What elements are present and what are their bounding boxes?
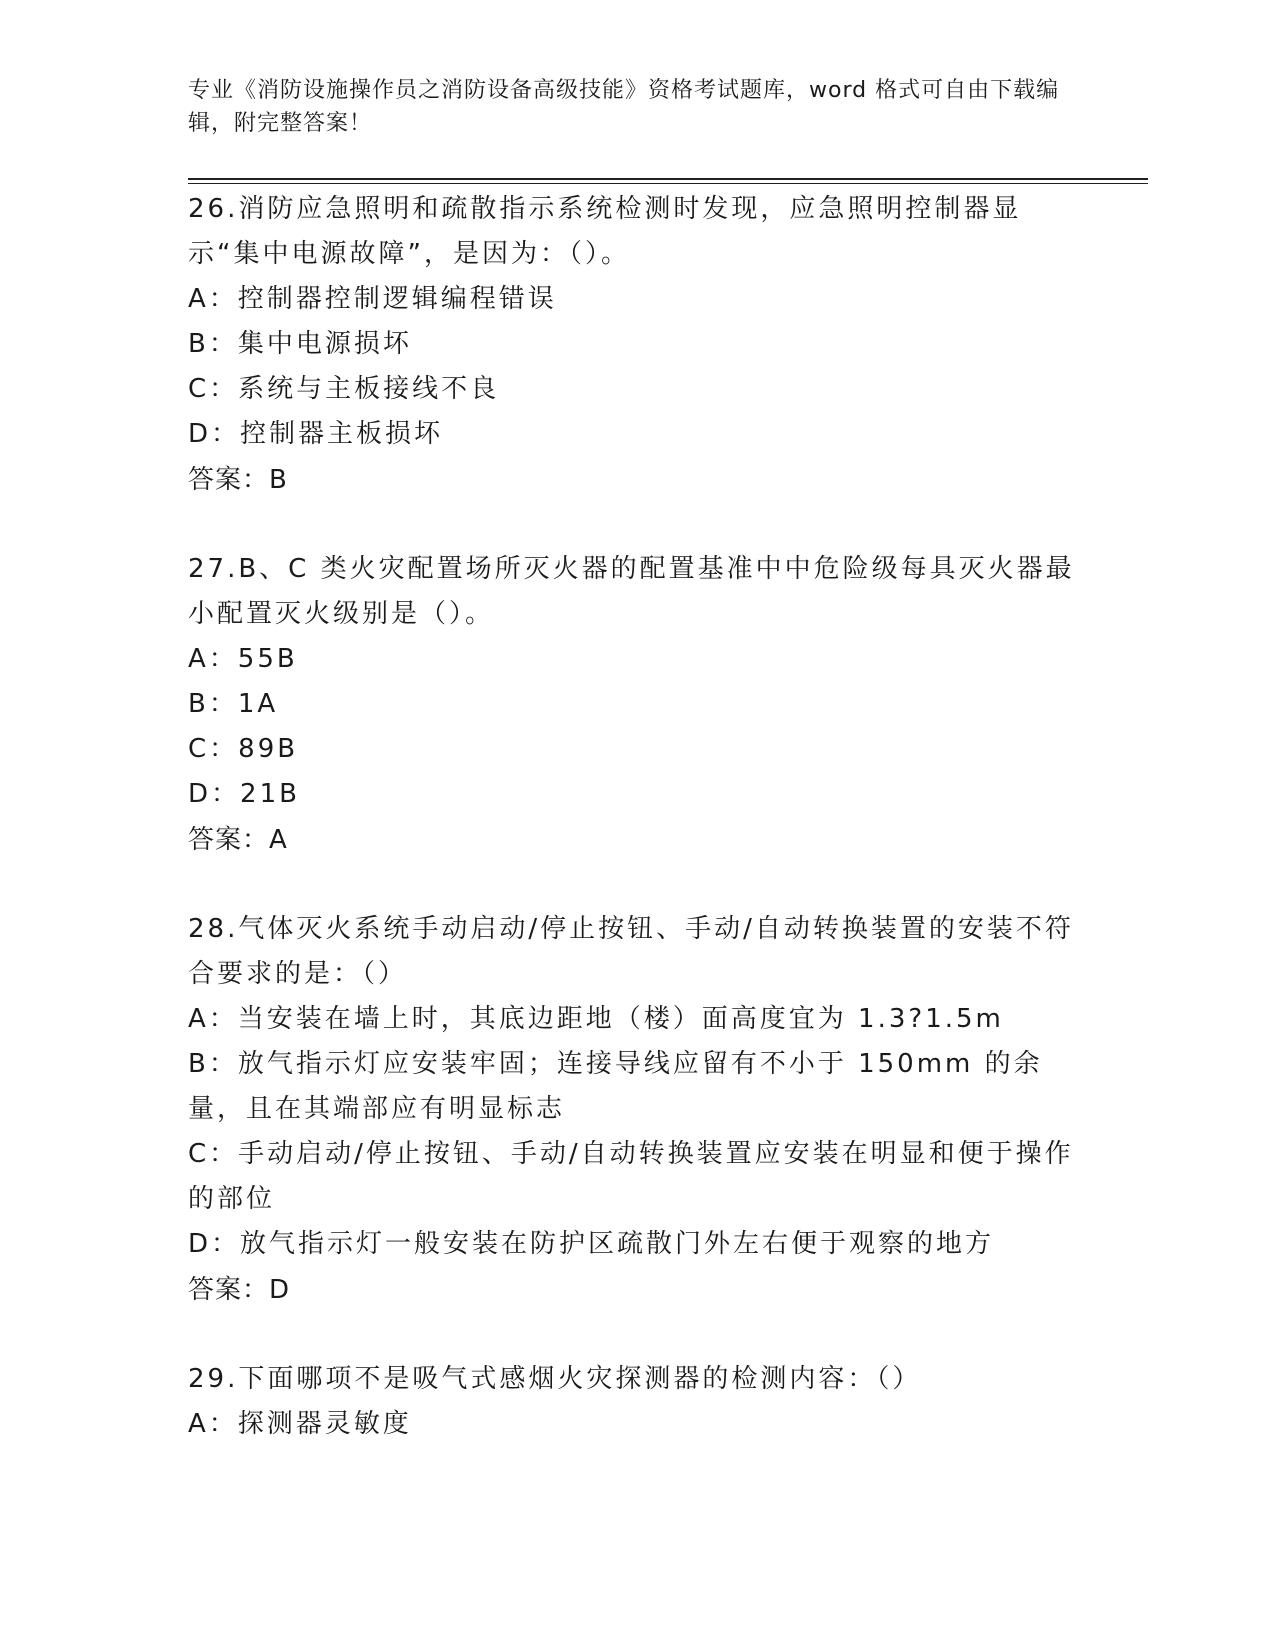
option-a: A：55B: [188, 644, 298, 674]
question-28: [188, 907, 1088, 1313]
document-header: 专业《消防设施操作员之消防设备高级技能》资格考试题库，word 格式可自由下载编辑，附完整答案！: [188, 78, 1060, 136]
option-a: A：控制器控制逻辑编程错误: [188, 284, 557, 314]
answer-line: 答案：A: [188, 825, 288, 855]
question-list: [188, 187, 1088, 1447]
option-b: B：1A: [188, 689, 279, 719]
option-a: A：探测器灵敏度: [188, 1409, 412, 1439]
option-c: C：手动启动/停止按钮、手动/自动转换装置应安装在明显和便于操作的部位: [188, 1139, 1074, 1214]
option-d: D：控制器主板损坏: [188, 419, 444, 449]
answer-line: 答案：D: [188, 1275, 291, 1305]
question-26: [188, 187, 1088, 503]
option-d: D：21B: [188, 779, 300, 809]
question-stem: 28.气体灭火系统手动启动/停止按钮、手动/自动转换装置的安装不符合要求的是：（）: [188, 914, 1074, 989]
question-stem: 27.B、C 类火灾配置场所灭火器的配置基准中中危险级每具灭火器最小配置灭火级别是（）。: [188, 554, 1075, 629]
option-c: C：系统与主板接线不良: [188, 374, 500, 404]
option-b: B：放气指示灯应安装牢固；连接导线应留有不小于 150mm 的余量，且在其端部应有明显标志: [188, 1049, 1043, 1124]
header-divider: [188, 178, 1148, 184]
option-c: C：89B: [188, 734, 299, 764]
option-b: B：集中电源损坏: [188, 329, 412, 359]
question-stem: 29.下面哪项不是吸气式感烟火灾探测器的检测内容：（）: [188, 1364, 922, 1394]
option-a: A：当安装在墙上时，其底边距地（楼）面高度宜为 1.3?1.5m: [188, 1004, 1004, 1034]
answer-line: 答案：B: [188, 465, 288, 495]
question-29: [188, 1357, 1088, 1447]
question-27: [188, 547, 1088, 863]
option-d: D：放气指示灯一般安装在防护区疏散门外左右便于观察的地方: [188, 1229, 995, 1259]
question-stem: 26.消防应急照明和疏散指示系统检测时发现，应急照明控制器显示“集中电源故障”，是因为：（）。: [188, 194, 1022, 269]
